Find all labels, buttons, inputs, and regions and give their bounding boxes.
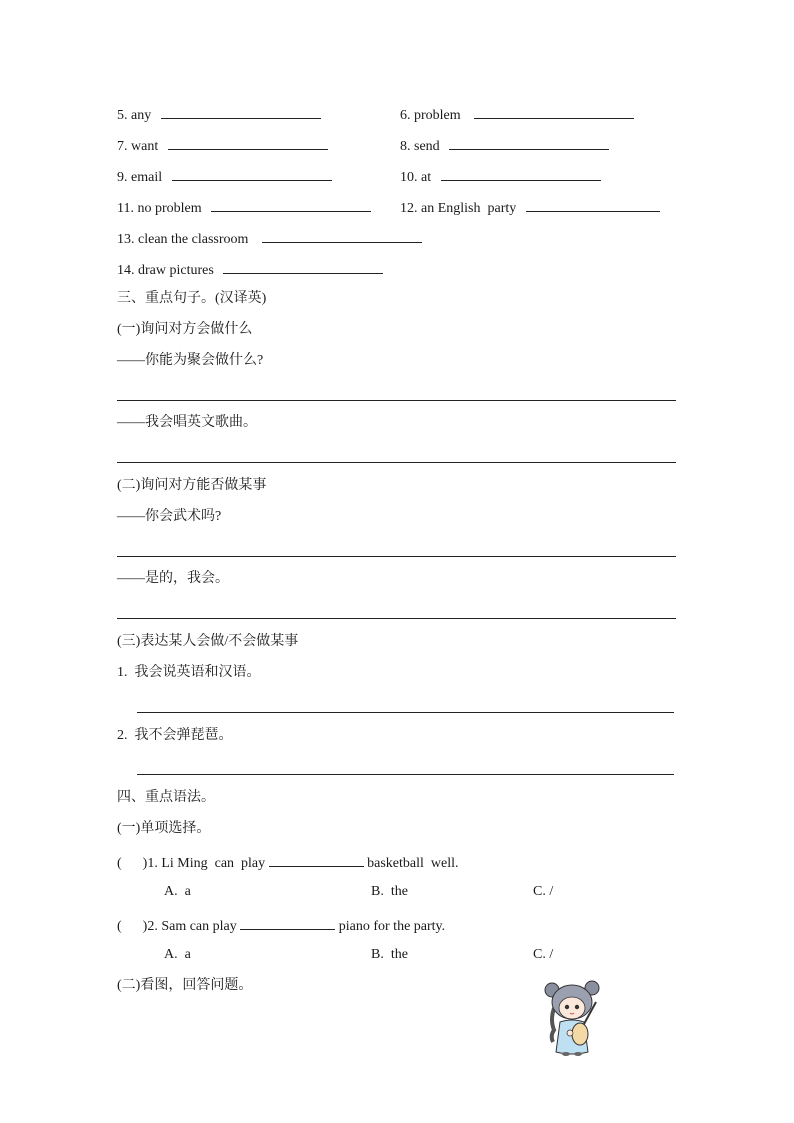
answer-blank[interactable] [172,166,332,181]
answer-line[interactable] [117,462,676,463]
answer-line[interactable] [137,774,674,775]
question-text: ——我会唱英文歌曲。 [117,415,257,430]
answer-line[interactable] [117,618,676,619]
vocab-item-14: 14. draw pictures [117,259,383,280]
vocab-item-5: 5. any [117,104,321,125]
answer-line[interactable] [117,556,676,557]
question-text: ——你能为聚会做什么? [117,353,264,368]
section-4-sub-2: (二)看图，回答问题。 [117,978,253,993]
answer-blank[interactable] [474,104,634,119]
vocab-item-8: 8. send [400,135,609,156]
option-a[interactable]: A. a [164,947,191,962]
answer-blank[interactable] [526,197,660,212]
question-text: ——你会武术吗? [117,509,222,524]
vocab-item-6: 6. problem [400,104,634,125]
answer-blank[interactable] [240,915,335,930]
answer-blank[interactable] [441,166,601,181]
answer-blank[interactable] [262,228,422,243]
answer-line[interactable] [117,400,676,401]
question-text: ——是的，我会。 [117,571,229,586]
vocab-item-13: 13. clean the classroom [117,228,422,249]
answer-blank[interactable] [223,259,383,274]
choice-question-1: ( )1. Li Ming can play basketball well. [117,852,459,873]
answer-blank[interactable] [161,104,321,119]
answer-blank[interactable] [211,197,371,212]
option-b[interactable]: B. the [371,947,408,962]
vocab-item-7: 7. want [117,135,328,156]
section-3-sub-2: (二)询问对方能否做某事 [117,478,267,493]
vocab-item-11: 11. no problem [117,197,371,218]
answer-blank[interactable] [269,852,364,867]
choice-question-2: ( )2. Sam can play piano for the party. [117,915,445,936]
section-4-sub-1: (一)单项选择。 [117,821,211,836]
question-text: 1. 我会说英语和汉语。 [117,665,261,680]
option-b[interactable]: B. the [371,884,408,899]
option-a[interactable]: A. a [164,884,191,899]
question-text: 2. 我不会弹琵琶。 [117,728,233,743]
section-3-sub-3: (三)表达某人会做/不会做某事 [117,634,299,649]
option-c[interactable]: C. / [533,947,554,962]
answer-line[interactable] [137,712,674,713]
answer-blank[interactable] [168,135,328,150]
vocab-item-10: 10. at [400,166,601,187]
answer-blank[interactable] [449,135,609,150]
section-4-title: 四、重点语法。 [117,790,215,805]
section-3-sub-1: (一)询问对方会做什么 [117,322,253,337]
section-3-title: 三、重点句子。(汉译英) [117,291,267,306]
vocab-item-9: 9. email [117,166,332,187]
option-c[interactable]: C. / [533,884,554,899]
girl-with-pipa-illustration [540,978,610,1058]
vocab-item-12: 12. an English party [400,197,660,218]
